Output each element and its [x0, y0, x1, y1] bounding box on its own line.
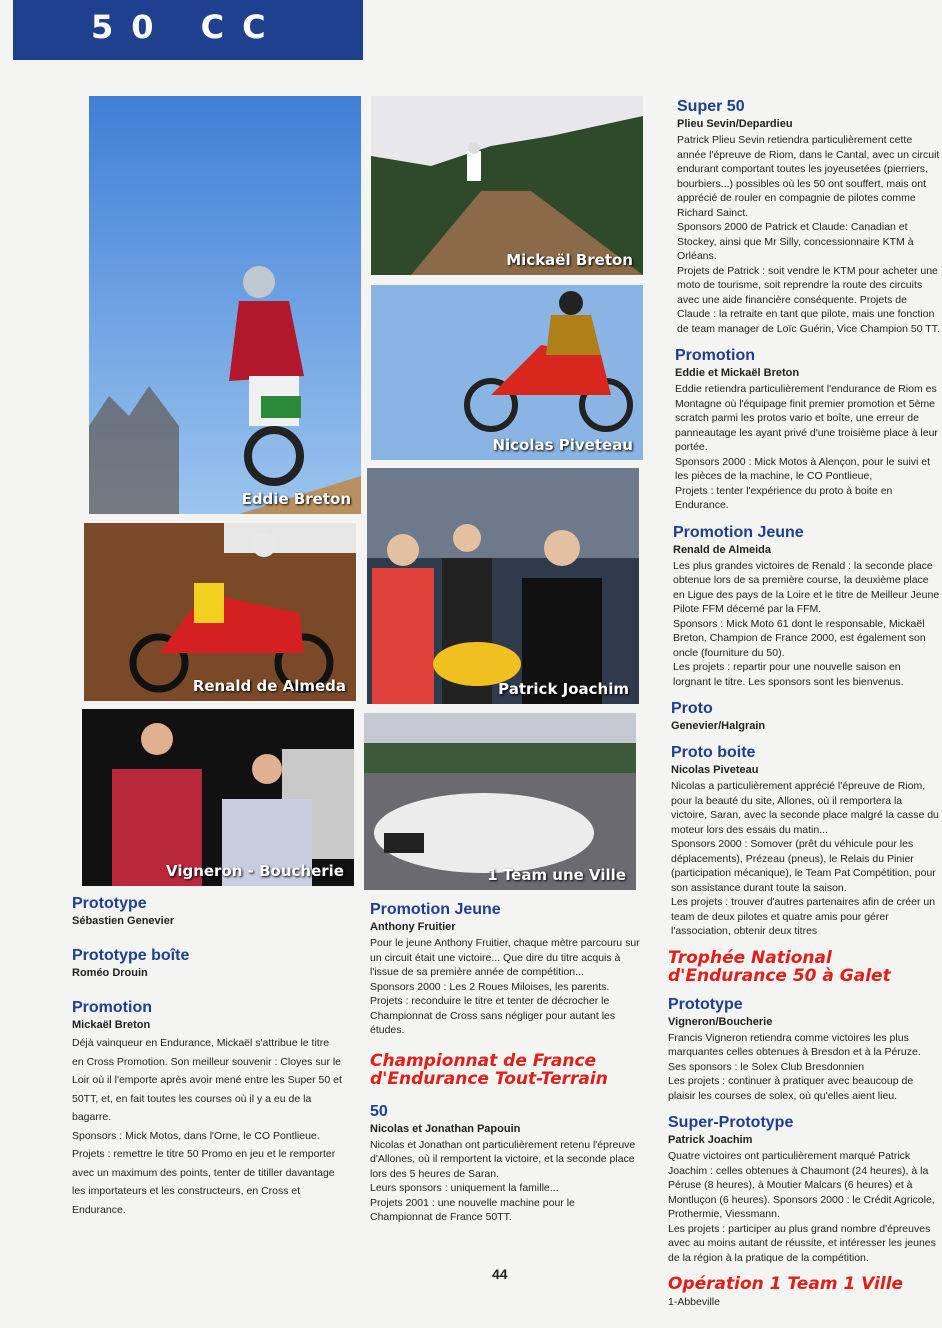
entry-promotion-jeune [370, 900, 640, 1038]
entry-promotion-breton [668, 346, 940, 513]
entry-sponsors: Leurs sponsors : uniquement la famille... [370, 1182, 559, 1194]
entry-rider: Vigneron/Boucherie [668, 1015, 773, 1028]
entry-text: Nicolas a particulièrement apprécié l'épreuve de Riom, pour la beauté du site, Allones, où il remportera la victoire, Saran, avec la seconde place malgré la casse du moteur lors des essais du matin... [671, 780, 939, 836]
entry-projects: Projets : reconduire le titre et tenter de décrocher le Championnat de Cross sans négliger pour autant les études. [370, 995, 616, 1036]
entry-sponsors: Sponsors 2000 : Les 2 Roues Miloises, les parents. [370, 980, 610, 993]
entry-sponsors: Sponsors 2000 : Somover (prêt du véhicule pour les déplacements), Prézeau (pneus), le Relais du Pinier (participation mécanique), le Team Pat Compétition, pour son assistance durant toute la saison. [671, 838, 936, 894]
entry-promotion-jeune-almeida [668, 523, 940, 690]
photo-caption: 1 Team une Ville [487, 866, 626, 884]
entry-text: Nicolas et Jonathan ont particulièrement retenu l'épreuve d'Allones, où il remportent la victoire, et la seconde place lors des 5 heures de Saran. [370, 1138, 636, 1180]
entry-title: Prototype [668, 995, 743, 1013]
section-heading-trophee-galet: Trophée National d'Endurance 50 à Galet [668, 947, 891, 986]
left-column [72, 894, 342, 1229]
entry-text: Pour le jeune Anthony Fruitier, chaque mètre parcouru sur un circuit était une victoire... Que dire du titre acquis à l'issue de sa première année de compétition... [370, 937, 640, 978]
entry-sponsors: Sponsors 2000 : Mick Motos à Alençon, pour le suivi et les pièces de la machine, le CO Pontlieue, [675, 455, 931, 482]
entry-title: Super 50 [677, 98, 745, 115]
photo-renald-de-almeda [84, 523, 356, 701]
entry-rider: Nicolas Piveteau [671, 764, 759, 776]
photo-caption: Patrick Joachim [498, 680, 629, 698]
entry-prototype [72, 894, 342, 928]
photo-caption: Nicolas Piveteau [492, 436, 633, 454]
section-heading-endurance-tt: Championnat de France d'Endurance Tout-Terrain [370, 1050, 608, 1089]
entry-sponsors: Sponsors : Mick Moto 61 dont le responsable, Mickaël Breton, Champion de France 2000, est également son oncle (fourniture du 50). [673, 617, 926, 659]
section-heading-operation: Opération 1 Team 1 Ville [668, 1274, 904, 1294]
entry-rider: Plieu Sevin/Depardieu [677, 118, 793, 130]
section-header [13, 0, 363, 60]
entry-rider: Patrick Joachim [668, 1134, 753, 1146]
photo-team-une-ville [364, 713, 636, 890]
entry-text: Patrick Plieu Sevin retiendra particulièrement cette année l'épreuve de Riom, dans le Cantal, avec un circuit endurant comportant toutes les joyeusetées (pierriers, bourbiers...) possibles où les 50 ont souffert, mais ont apprécié de rouler en compagnie de pilotes comme Richard Sainct. [677, 134, 940, 219]
entry-sponsors: Sponsors 2000 de Patrick et Claude: Canadian et Stockey, ainsi que Mr Silly, concessionnaire KTM à Orléans. [677, 221, 914, 262]
entry-rider: Eddie et Mickaël Breton [675, 367, 800, 379]
entry-promotion [72, 998, 342, 1219]
entry-title: Super-Prototype [668, 1114, 794, 1131]
entry-projects: Projets 2001 : une nouvelle machine pour le Championnat de France 50TT. [370, 1196, 575, 1223]
entry-proto [668, 699, 940, 733]
entry-title: Prototype boîte [72, 947, 190, 964]
entry-rider: Mickaël Breton [72, 1019, 151, 1031]
photo-caption: Eddie Breton [241, 490, 351, 508]
entry-prototype-vigneron [668, 995, 940, 1104]
photo-caption: Vigneron - Boucherie [165, 862, 344, 880]
entry-projects: Les projets : trouver d'autres partenaires afin de créer un team de deux pilotes et quatre amis pour gérer l'association, obtenir deux titres [671, 896, 936, 937]
entry-text: Les plus grandes victoires de Renald : la seconde place obtenue lors de sa première course, la deuxième place en Ligue des pays de la Loire et le titre de Meilleur Jeune Pilote FFM décerné par la FFM. [673, 559, 940, 615]
entry-text: Déjà vainqueur en Endurance, Mickaël s'attribue le titre en Cross Promotion. Son meilleur souvenir : Cloyes sur le Loir où il l'emporte après avoir mené entre les Super 50 et 50TT, et, en fait toutes les courses où il y a eu de la bagarre. [72, 1037, 342, 1123]
entry-super-50 [668, 97, 940, 336]
entry-title: Proto boite [671, 744, 756, 761]
entry-rider: Renald de Almeida [673, 543, 772, 556]
middle-column [370, 900, 640, 1235]
entry-title: Promotion [675, 347, 755, 364]
right-column [668, 97, 940, 1310]
photo-nicolas-piveteau [371, 285, 643, 460]
entry-super-prototype [668, 1113, 940, 1265]
photo-caption: Mickaël Breton [506, 251, 633, 269]
entry-sponsors: Sponsors : Mick Motos, dans l'Orne, le CO Pontlieue. [72, 1129, 320, 1142]
entry-title: Proto [671, 700, 713, 717]
photo-vigneron-boucherie [82, 709, 354, 886]
entry-projects: Les projets : continuer à pratiquer avec beaucoup de plaisir les courses de solex, où qu'elles aient lieu. [668, 1075, 914, 1102]
entry-50 [370, 1102, 640, 1225]
photo-eddie-breton [89, 96, 361, 514]
entry-projects: Les projets : participer au plus grand nombre d'épreuves avec au moins autant de réussite, et intéresser les jeunes de la région à la pratique de la compétition. [668, 1222, 936, 1264]
entry-rider: Sébastien Genevier [72, 915, 175, 927]
entry-text: Quatre victoires ont particulièrement marqué Patrick Joachim : celles obtenues à Chaumont (24 heures), à la Péruse (8 heures), à Moutier Malcars (6 heures) et à Montluçon (6 heures). Sponsors 2000 : le Crédit Agricole, Prothermie, Viessmann. [668, 1150, 935, 1220]
entry-prototype-boite [72, 946, 342, 980]
entry-projects: Les projets : repartir pour une nouvelle saison en lorgnant le titre. Les sponsors sont les bienvenus. [673, 661, 904, 688]
entry-projects: Projets : tenter l'expérience du proto à boite en Endurance. [675, 484, 893, 511]
entry-rider: Anthony Fruitier [370, 921, 456, 933]
entry-title: Promotion Jeune [370, 901, 501, 918]
entry-projects: Projets : remettre le titre 50 Promo en jeu et le remporter avec un maximum des points, tenter de titiller davantage les importateurs et les constructeurs, en Cross et Endurance. [72, 1148, 336, 1216]
entry-rider: Genevier/Halgrain [671, 720, 766, 732]
entry-title: Promotion [72, 999, 152, 1016]
entry-title: Promotion Jeune [673, 523, 804, 541]
entry-text: Francis Vigneron retiendra comme victoires les plus marquantes celles obtenues à Bresdon et à la Péruze. [668, 1031, 921, 1058]
photo-patrick-joachim [367, 468, 639, 704]
entry-sponsors: Ses sponsors : le Solex Club Bresdonnien [668, 1060, 865, 1073]
entry-title: Prototype [72, 895, 147, 912]
page-number: 44 [492, 1266, 508, 1282]
entry-proto-boite [668, 743, 940, 939]
entry-title: 50 [370, 1102, 388, 1120]
entry-text: Eddie retiendra particulièrement l'endurance de Riom es Montagne où l'équipage finit premier promotion et 5ème scratch parmi les protos vario et boîte, une erreur de panneautage les ayant privé d'une troisième place à leur portée. [675, 383, 938, 453]
operation-city: 1-Abbeville [668, 1296, 720, 1308]
photo-caption: Renald de Almeda [192, 677, 346, 695]
photo-mickael-breton [371, 96, 643, 275]
section-title: 50 CC [91, 8, 284, 46]
entry-rider: Roméo Drouin [72, 967, 148, 979]
entry-projects: Projets de Patrick : soit vendre le KTM pour acheter une moto de tourisme, soit reprendre la route des circuits avec une aide financière conséquente. Projets de Claude : la retraite en tant que pilote, mais une fonction de team manager de Loïc Guérin, Vice Champion 50 TT. [677, 264, 940, 335]
entry-rider: Nicolas et Jonathan Papouin [370, 1122, 521, 1135]
